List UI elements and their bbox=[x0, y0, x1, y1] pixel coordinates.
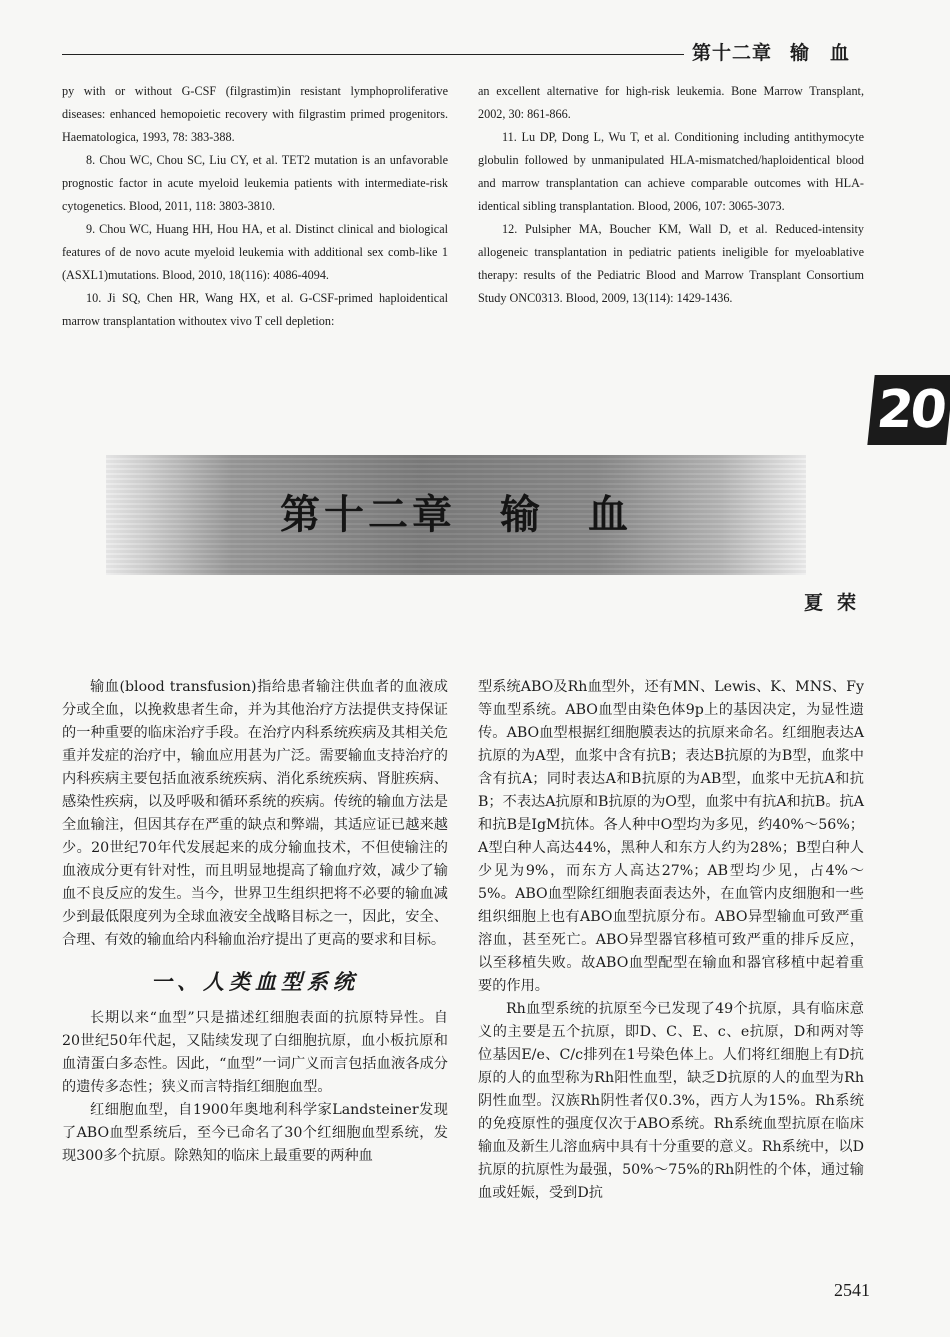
references-right-column bbox=[478, 80, 864, 310]
chapter-title-number: 第十二章 bbox=[280, 491, 456, 538]
reference-item: 9. Chou WC, Huang HH, Hou HA, et al. Distinct clinical and biological features of de novo acute myeloid leukemia with additional sex comb-like 1 (ASXL1)mutations. Blood, 2010, 18(116): 4086-4094. bbox=[62, 222, 448, 282]
body-paragraph: 长期以来“血型”只是描述红细胞表面的抗原特异性。自20世纪50年代起，又陆续发现了白细胞抗原，血小板抗原和血清蛋白多态性。因此，“血型”一词广义而言包括血液各成分的遗传多态性；狭义而言特指红细胞血型。 bbox=[62, 1010, 448, 1095]
chapter-title bbox=[106, 455, 806, 575]
running-head-chapter: 第十二章 bbox=[692, 42, 773, 64]
chapter-number-tab: 20 bbox=[867, 375, 950, 445]
section-heading: 一、人类血型系统 bbox=[151, 969, 359, 994]
body-left-column bbox=[62, 676, 448, 1168]
reference-item: 11. Lu DP, Dong L, Wu T, et al. Conditioning including antithymocyte globulin followed by unmanipulated HLA-mismatched/haploidentical blood and marrow transplantation can achieve comparable outcomes with HLA-identical sibling transplantation. Blood, 2006, 107: 3065-3073. bbox=[478, 130, 864, 213]
reference-item: an excellent alternative for high-risk leukemia. Bone Marrow Transplant, 2002, 30: 861-866. bbox=[478, 84, 864, 121]
body-paragraph: Rh血型系统的抗原至今已发现了49个抗原，具有临床意义的主要是五个抗原，即D、C、E、c、e抗原，D和两对等位基因E/e、C/c排列在1号染色体上。人们将红细胞上有D抗原的人的血型称为Rh阳性血型，缺乏D抗原的人的血型为Rh阴性血型。汉族Rh阴性者仅0.3%，西方人为15%。Rh系统的免疫原性的强度仅次于ABO系统。Rh系统血型抗原在临床输血及新生儿溶血病中具有十分重要的意义。Rh系统中，以D抗原的抗原性为最强，50%～75%的Rh阴性的个体，通过输血或妊娠，受到D抗 bbox=[478, 1001, 864, 1201]
running-head bbox=[692, 38, 922, 65]
reference-item: py with or without G-CSF (filgrastim)in resistant lymphoproliferative diseases: enhanced hemopoietic recovery with filgrastim primed progenitors. Haematologica, 1993, 78: 383-388. bbox=[62, 84, 448, 144]
reference-item: 12. Pulsipher MA, Boucher KM, Wall D, et al. Reduced-intensity allogeneic transplantation in pediatric patients ineligible for myeloablative therapy: results of the Pediatric Blood and Marrow Transplant Consortium Study ONC0313. Blood, 2009, 13(114): 1429-1436. bbox=[478, 222, 864, 305]
body-paragraph: 红细胞血型，自1900年奥地利科学家Landsteiner发现了ABO血型系统后，至今已命名了30个红细胞血型系统，发现300多个抗原。除熟知的临床上最重要的两种血 bbox=[62, 1102, 448, 1164]
references-left-column bbox=[62, 80, 448, 333]
running-head-title: 输 血 bbox=[790, 42, 851, 64]
body-paragraph: 型系统ABO及Rh血型外，还有MN、Lewis、K、MNS、Fy等血型系统。ABO血型由染色体9p上的基因决定，为显性遗传。ABO血型根据红细胞膜表达的抗原来命名。红细胞表达A抗原的为A型，血浆中含有抗B；表达B抗原的为B型，血浆中含有抗A；同时表达A和B抗原的为AB型，血浆中无抗A和抗B；不表达A抗原和B抗原的为O型，血浆中有抗A和抗B。抗A和抗B是IgM抗体。各人种中O型均为多见，约40%～56%；A型白种人高达44%，黑种人和东方人约为28%；B型白种人少见为9%，而东方人高达27%；AB型均少见，占4%～5%。ABO血型除红细胞表面表达外，在血管内皮细胞和一些组织细胞上也有ABO血型抗原分布。ABO异型输血可致严重溶血，甚至死亡。ABO异型器官移植可致严重的排斥反应，以至移植失败。故ABO血型配型在输血和器官移植中起着重要的作用。 bbox=[478, 679, 864, 994]
body-right-column bbox=[478, 676, 864, 1205]
chapter-title-banner bbox=[106, 455, 806, 575]
author-name: 夏荣 bbox=[803, 592, 870, 614]
header-rule bbox=[62, 54, 684, 55]
body-paragraph: 输血(blood transfusion)指给患者输注供血者的血液成分或全血，以挽救患者生命，并为其他治疗方法提供支持保证的一种重要的临床治疗手段。在治疗内科系统疾病及其相关危重并发症的治疗中，输血应用甚为广泛。需要输血支持治疗的内科疾病主要包括血液系统疾病、消化系统疾病、肾脏疾病、感染性疾病，以及呼吸和循环系统的疾病。传统的输血方法是全血输注，但因其存在严重的缺点和弊端，其适应证已越来越少。20世纪70年代发展起来的成分输血技术，不但使输注的血液成分更有针对性，而且明显地提高了输血疗效，减少了输血不良反应的发生。当今，世界卫生组织把将不必要的输血减少到最低限度列为全球血液安全战略目标之一，因此，安全、合理、有效的输血给内科输血治疗提出了更高的要求和目标。 bbox=[62, 679, 448, 948]
reference-item: 8. Chou WC, Chou SC, Liu CY, et al. TET2 mutation is an unfavorable prognostic factor in acute myeloid leukemia patients with intermediate-risk cytogenetics. Blood, 2011, 118: 3803-3810. bbox=[62, 153, 448, 213]
page-number: 2541 bbox=[834, 1280, 870, 1300]
chapter-title-text: 输 血 bbox=[500, 491, 632, 538]
reference-item: 10. Ji SQ, Chen HR, Wang HX, et al. G-CSF-primed haploidentical marrow transplantation withoutex vivo T cell depletion: bbox=[62, 291, 448, 328]
